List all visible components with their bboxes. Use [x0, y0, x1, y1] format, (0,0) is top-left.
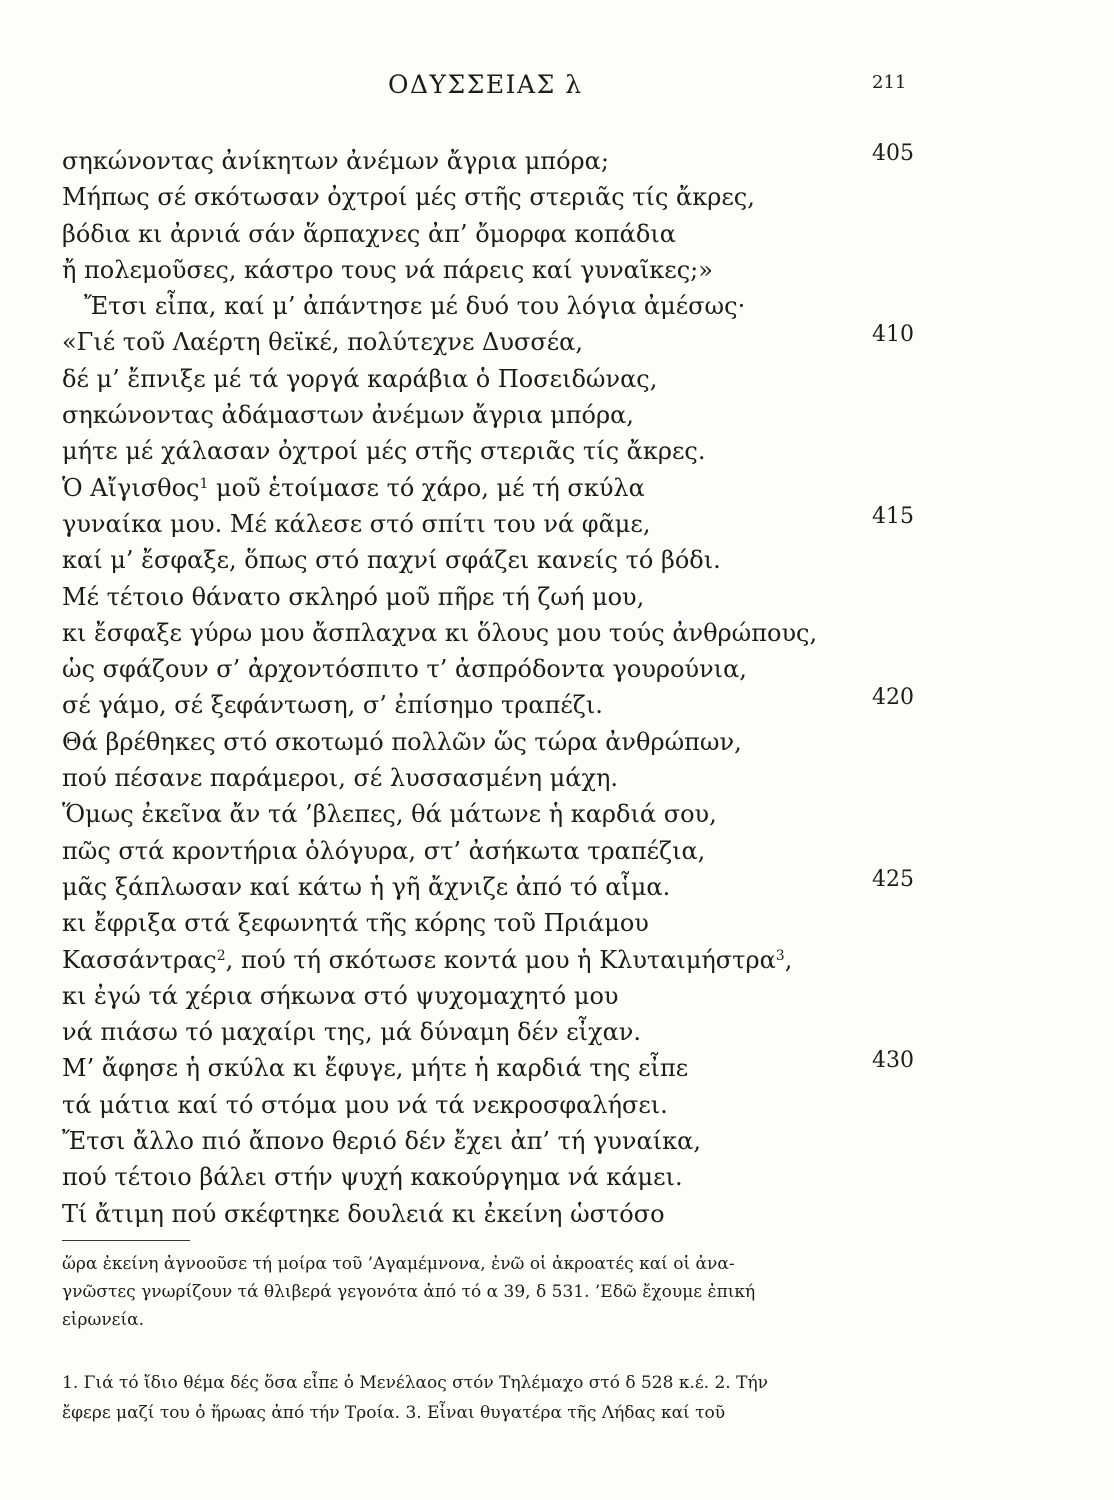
verse-line: [62, 866, 942, 905]
verse-line: [62, 1014, 942, 1050]
verse-line: [62, 942, 942, 978]
verse-text: καί μ’ ἔσφαξε, ὅπως στό παχνί σφάζει κανείς τό βόδι.: [62, 546, 721, 575]
verse-text: Ἔτσι εἶπα, καί μ’ ἀπάντησε μέ δυό του λόγια ἀμέσως·: [84, 292, 746, 321]
verse-text: κι ἐγώ τά χέρια σήκωνα στό ψυχομαχητό μου: [62, 981, 619, 1010]
verse-text: [62, 942, 792, 978]
verse-text: Μήπως σέ σκότωσαν ὀχτροί μές στῆς στεριᾶς τίς ἄκρες,: [62, 183, 755, 212]
verse-text: Ἔτσι ἄλλο πιό ἄπονο θεριό δέν ἔχει ἀπ’ τή γυναίκα,: [62, 1127, 701, 1156]
verse-text: [62, 470, 645, 506]
verse-text: σηκώνοντας ἀδάμαστων ἀνέμων ἄγρια μπόρα,: [62, 401, 634, 430]
verse-line: [62, 1196, 942, 1232]
verse-line: [62, 216, 942, 252]
verse-line: [62, 615, 942, 651]
verse-text: σέ γάμο, σέ ξεφάντωση, σ’ ἐπίσημο τραπέζι.: [62, 691, 603, 720]
line-number: 425: [872, 866, 914, 892]
verse-line: [62, 905, 942, 941]
verse-line: [62, 579, 942, 615]
verse-line: [62, 397, 942, 433]
verse-text: Τί ἄτιμη πού σκέφτηκε δουλειά κι ἐκείνη ὡστόσο: [62, 1199, 665, 1228]
footnote-line: ὥρα ἐκείνη ἀγνοοῦσε τή μοίρα τοῦ ’Αγαμέμνονα, ἐνῶ οἱ ἀκροατές καί οἱ ἀνα-: [62, 1254, 735, 1274]
verse-line: [62, 361, 942, 397]
verse-text: σηκώνοντας ἀνίκητων ἀνέμων ἄγρια μπόρα;: [62, 147, 609, 175]
running-title: ΟΔΥΣΣΕΙΑΣ λ: [388, 70, 583, 99]
verse-line: [62, 252, 942, 288]
footnote-marker: 1: [199, 475, 209, 492]
verse-text: μᾶς ξάπλωσαν καί κάτω ἡ γῆ ἄχνιζε ἀπό τό αἷμα.: [62, 872, 671, 901]
verse-text: μήτε μέ χάλασαν ὀχτροί μές στῆς στεριᾶς τίς ἄκρες.: [62, 437, 706, 466]
verse-text: νά πιάσω τό μαχαίρι της, μά δύναμη δέν εἶχαν.: [62, 1018, 642, 1047]
verse-text: τά μάτια καί τό στόμα μου νά τά νεκροσφαλήσει.: [62, 1090, 668, 1119]
verse-text-part: μοῦ ἑτοίμασε τό χάρο, μέ τή σκύλα: [208, 473, 645, 502]
verse-line: [62, 433, 942, 469]
verse-line: [62, 760, 942, 796]
verse-text: πού τέτοιο βάλει στήν ψυχή κακούργημα νά κάμει.: [62, 1163, 683, 1192]
footnote-marker: 2: [216, 947, 226, 964]
verse-line: [62, 470, 942, 506]
verse-line: [62, 542, 942, 578]
verse-line: [62, 1050, 942, 1086]
verse-line: [62, 978, 942, 1014]
footnote-marker: 3: [775, 947, 785, 964]
footnotes: [62, 1368, 932, 1428]
verse-text: ἤ πολεμοῦσες, κάστρο τους νά πάρεις καί γυναῖκες;»: [62, 255, 713, 284]
verse-line: [62, 687, 942, 723]
verse-text-part: , πού τή σκότωσε κοντά μου ἡ Κλυταιμήστρα: [225, 945, 776, 974]
verse-line: [62, 288, 942, 324]
verse-text: Ὅμως ἐκεῖνα ἄν τά ’βλεπες, θά μάτωνε ἡ καρδιά σου,: [62, 800, 717, 829]
line-number: 410: [872, 322, 914, 348]
footnote-line: ἔφερε μαζί του ὁ ἥρωας ἀπό τήν Τροία. 3. Εἶναι θυγατέρα τῆς Λήδας καί τοῦ: [62, 1403, 726, 1423]
verse-line: [62, 724, 942, 760]
verse-line: [62, 796, 942, 832]
verse-text: δέ μ’ ἔπνιξε μέ τά γοργά καράβια ὁ Ποσειδώνας,: [62, 364, 658, 393]
verse-text: «Γιέ τοῦ Λαέρτη θεϊκέ, πολύτεχνε Δυσσέα,: [62, 328, 583, 357]
verse-line: [62, 651, 942, 687]
footnote-line: γνῶστες γνωρίζουν τά θλιβερά γεγονότα ἀπό τό α 39, δ 531. ’Εδῶ ἔχουμε ἐπική: [62, 1282, 756, 1302]
verse-text-part: ,: [784, 945, 793, 974]
verse-line: [62, 1123, 942, 1159]
line-number: 420: [872, 685, 914, 711]
line-number: 430: [872, 1048, 914, 1074]
verse-text: πῶς στά κροντήρια ὁλόγυρα, στ’ ἀσήκωτα τραπέζια,: [62, 836, 706, 865]
line-number: 415: [872, 503, 914, 529]
verse-line: [62, 1087, 942, 1123]
footnote-line: εἰρωνεία.: [62, 1310, 145, 1330]
page-number: 211: [872, 72, 907, 93]
verse-text: βόδια κι ἀρνιά σάν ἅρπαχνες ἀπ’ ὄμορφα κοπάδια: [62, 219, 676, 248]
verse-text: Μέ τέτοιο θάνατο σκληρό μοῦ πῆρε τή ζωή μου,: [62, 582, 645, 611]
verse-text: Μ’ ἄφησε ἡ σκύλα κι ἔφυγε, μήτε ἡ καρδιά της εἶπε: [62, 1054, 689, 1083]
verse-text-part: Κασσάντρας: [62, 945, 217, 974]
verse-text: πού πέσανε παράμεροι, σέ λυσσασμένη μάχη.: [62, 764, 619, 793]
verse-line: [62, 833, 942, 869]
line-number: 405: [872, 141, 914, 166]
verse-line: [62, 1159, 942, 1195]
verse-text: ὡς σφάζουν σ’ ἀρχοντόσπιτο τ’ ἀσπρόδοντα γουρούνια,: [62, 655, 747, 684]
footnote-divider: [62, 1240, 190, 1241]
verse-line: [62, 324, 942, 360]
verse-line: [62, 503, 942, 542]
verse-text: κι ἔσφαξε γύρω μου ἄσπλαχνα κι ὅλους μου τούς ἀνθρώπους,: [62, 618, 818, 647]
verse-text-part: Ὁ Αἴγισθος: [62, 473, 200, 502]
verse-text: γυναίκα μου. Μέ κάλεσε στό σπίτι του νά φᾶμε,: [62, 509, 651, 538]
footnote-line: 1. Γιά τό ἴδιο θέμα δές ὅσα εἶπε ὁ Μενέλαος στόν Τηλέμαχο στό δ 528 κ.έ. 2. Τήν: [62, 1373, 768, 1393]
verse-block: [62, 143, 942, 1232]
footnote-continuation: [62, 1250, 932, 1334]
verse-line: [62, 143, 942, 179]
verse-text: κι ἔφριξα στά ξεφωνητά τῆς κόρης τοῦ Πριάμου: [62, 909, 649, 938]
verse-line: [62, 179, 942, 215]
verse-text: Θά βρέθηκες στό σκοτωμό πολλῶν ὥς τώρα ἀνθρώπων,: [62, 727, 742, 756]
